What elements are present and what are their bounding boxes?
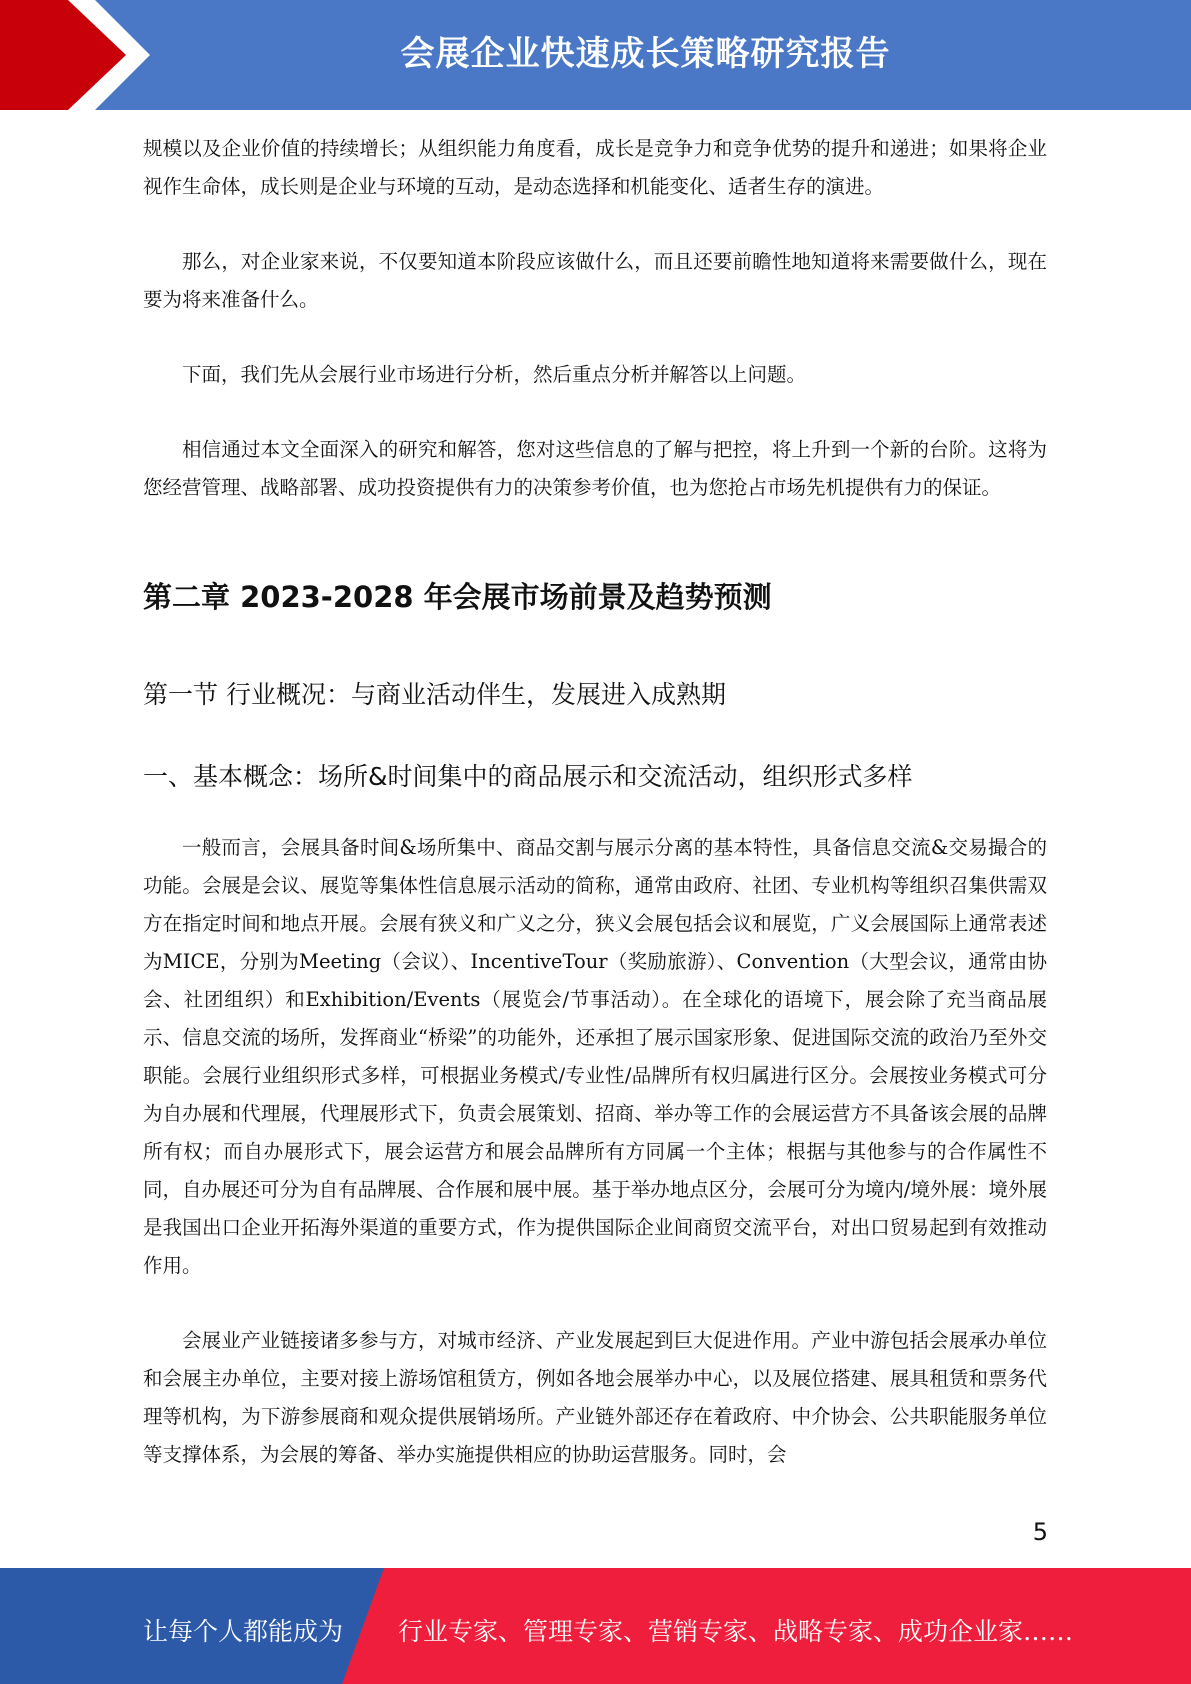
footer-slogan-left: 让每个人都能成为 [143, 1617, 344, 1646]
page-footer [0, 1568, 1191, 1684]
paragraph-3: 下面，我们先从会展行业市场进行分析，然后重点分析并解答以上问题。 [182, 363, 807, 386]
footer-slogan-right: 行业专家、管理专家、营销专家、战略专家、成功企业家…… [398, 1617, 1074, 1646]
paragraph-6: 会展业产业链接诸多参与方，对城市经济、产业发展起到巨大促进作用。产业中游包括会展承办单位和会展主办单位，主要对接上游场馆租赁方，例如各地会展举办中心，以及展位搭建、展具租赁和票务代理等机构，为下游参展商和观众提供展销场所。产业链外部还存在着政府、中介协会、公共职能服务单位等支撑体系，为会展的筹备、举办实施提供相应的协助运营服务。同时，会 [143, 1329, 1047, 1466]
page-header [0, 0, 1191, 110]
subsection-title: 一、基本概念：场所&时间集中的商品展示和交流活动，组织形式多样 [143, 762, 913, 791]
page-number: 5 [1032, 1518, 1048, 1546]
chapter-title: 第二章 2023-2028 年会展市场前景及趋势预测 [143, 580, 772, 614]
section-title: 第一节 行业概况：与商业活动伴生，发展进入成熟期 [143, 680, 726, 709]
report-title: 会展企业快速成长策略研究报告 [400, 34, 891, 74]
paragraph-4: 相信通过本文全面深入的研究和解答，您对这些信息的了解与把控，将上升到一个新的台阶。这将为您经营管理、战略部署、成功投资提供有力的决策参考价值，也为您抢占市场先机提供有力的保证。 [143, 438, 1047, 499]
paragraph-1: 规模以及企业价值的持续增长；从组织能力角度看，成长是竞争力和竞争优势的提升和递进；如果将企业视作生命体，成长则是企业与环境的互动，是动态选择和机能变化、适者生存的演进。 [143, 137, 1047, 198]
paragraph-2: 那么，对企业家来说，不仅要知道本阶段应该做什么，而且还要前瞻性地知道将来需要做什么，现在要为将来准备什么。 [143, 250, 1047, 311]
document-body [143, 130, 1047, 1511]
paragraph-5: 一般而言，会展具备时间&场所集中、商品交割与展示分离的基本特性，具备信息交流&交易撮合的功能。会展是会议、展览等集体性信息展示活动的简称，通常由政府、社团、专业机构等组织召集供需双方在指定时间和地点开展。会展有狭义和广义之分，狭义会展包括会议和展览，广义会展国际上通常表述为MICE，分别为Meeting（会议）、IncentiveTour（奖励旅游）、Convention（大型会议，通常由协会、社团组织）和Exhibition/Events（展览会/节事活动）。在全球化的语境下，展会除了充当商品展示、信息交流的场所，发挥商业“桥梁”的功能外，还承担了展示国家形象、促进国际交流的政治乃至外交职能。会展行业组织形式多样，可根据业务模式/专业性/品牌所有权归属进行区分。会展按业务模式可分为自办展和代理展，代理展形式下，负责会展策划、招商、举办等工作的会展运营方不具备该会展的品牌所有权；而自办展形式下，展会运营方和展会品牌所有方同属一个主体；根据与其他参与的合作属性不同，自办展还可分为自有品牌展、合作展和展中展。基于举办地点区分，会展可分为境内/境外展：境外展是我国出口企业开拓海外渠道的重要方式，作为提供国际企业间商贸交流平台，对出口贸易起到有效推动作用。 [143, 836, 1047, 1277]
